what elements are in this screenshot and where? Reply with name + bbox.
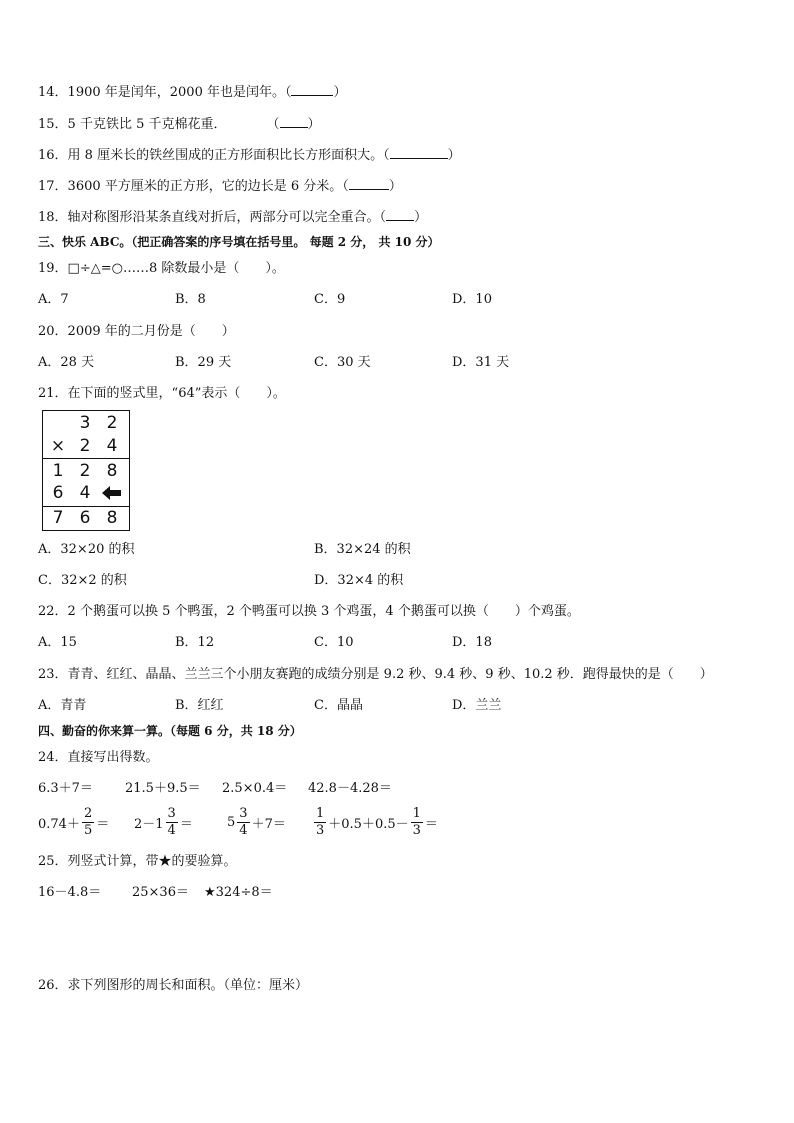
expression: 21.5＋9.5＝ bbox=[125, 781, 201, 796]
expression: 42.8－4.28＝ bbox=[308, 781, 392, 796]
fraction: $\frac{1}{3}$ bbox=[412, 806, 421, 838]
option-a[interactable]: A．15 bbox=[38, 635, 77, 650]
answer-blank[interactable] bbox=[291, 84, 333, 96]
question-text: 列竖式计算，带★的要验算。 bbox=[67, 854, 237, 869]
answer-blank[interactable] bbox=[280, 116, 308, 128]
times-sign: × bbox=[50, 436, 66, 456]
option-c[interactable]: C．10 bbox=[314, 635, 354, 650]
multiplier-row: × 2 4 bbox=[43, 435, 129, 458]
fraction-expression: 5 $\frac{3}{4}$ ＋7＝ bbox=[227, 806, 286, 838]
question-16: 16．用 8 厘米长的铁丝围成的正方形面积比长方形面积大。（ ） bbox=[38, 148, 461, 163]
option-b[interactable]: B．红红 bbox=[175, 698, 224, 713]
question-19 bbox=[38, 261, 285, 277]
question-text: 5 千克铁比 5 千克棉花重． bbox=[67, 117, 227, 132]
partial-product-row: 6 4 bbox=[43, 482, 129, 505]
question-14: 14．1900 年是闰年，2000 年也是闰年。（ ） bbox=[38, 85, 347, 100]
option-c[interactable]: C．9 bbox=[314, 292, 346, 307]
question-20 bbox=[38, 324, 235, 340]
question-number: 19． bbox=[38, 261, 68, 276]
fraction: $\frac{3}{4}$ bbox=[167, 806, 176, 838]
question-number: 23． bbox=[38, 667, 68, 682]
answer-blank[interactable] bbox=[390, 147, 448, 159]
question-number: 18． bbox=[38, 210, 68, 225]
fraction: $\frac{2}{5}$ bbox=[83, 806, 93, 838]
fraction: $\frac{3}{4}$ bbox=[239, 806, 248, 838]
question-24 bbox=[38, 750, 159, 766]
option-d[interactable]: D．32×4 的积 bbox=[314, 573, 404, 588]
option-c[interactable]: C．晶晶 bbox=[314, 698, 363, 713]
question-text: 轴对称图形沿某条直线对折后，两部分可以完全重合。（ bbox=[67, 210, 387, 225]
question-17: 17．3600 平方厘米的正方形，它的边长是 6 分米。（ ） bbox=[38, 179, 402, 194]
expression: ★324÷8＝ bbox=[204, 885, 273, 900]
expression: 6.3＋7＝ bbox=[38, 781, 93, 796]
option-a[interactable]: A．32×20 的积 bbox=[38, 542, 135, 557]
question-number: 20． bbox=[38, 324, 68, 339]
option-b[interactable]: B．12 bbox=[175, 635, 215, 650]
question-number: 22． bbox=[38, 604, 68, 619]
question-25 bbox=[38, 854, 237, 870]
question-26 bbox=[38, 978, 308, 994]
option-d[interactable]: D．兰兰 bbox=[452, 698, 502, 713]
question-number: 21． bbox=[38, 386, 68, 401]
option-a[interactable]: A．青青 bbox=[38, 698, 87, 713]
answer-blank[interactable] bbox=[386, 209, 414, 221]
fraction: $\frac{1}{3}$ bbox=[316, 806, 325, 838]
option-d[interactable]: D．31 天 bbox=[452, 355, 510, 370]
option-b[interactable]: B．32×24 的积 bbox=[314, 542, 411, 557]
question-text: 用 8 厘米长的铁丝围成的正方形面积比长方形面积大。（ bbox=[67, 148, 390, 163]
question-text: 青青、红红、晶晶、兰兰三个小朋友赛跑的成绩分别是 9.2 秒、9.4 秒、9 秒、10.2 秒．跑得最快的是（ ） bbox=[67, 667, 713, 682]
option-b[interactable]: B．29 天 bbox=[175, 355, 232, 370]
question-text: 2 个鹅蛋可以换 5 个鸭蛋，2 个鸭蛋可以换 3 个鸡蛋，4 个鹅蛋可以换（ ）个鸡蛋。 bbox=[67, 604, 580, 619]
answer-blank[interactable] bbox=[349, 178, 389, 190]
question-number: 26． bbox=[38, 978, 68, 993]
question-23 bbox=[38, 667, 713, 683]
section-3-heading: 三、快乐 ABC。（把正确答案的序号填在括号里。 每题 2 分， 共 10 分） bbox=[38, 235, 440, 249]
section-4-heading: 四、勤奋的你来算一算。（每题 6 分，共 18 分） bbox=[38, 724, 302, 738]
question-number: 25． bbox=[38, 854, 68, 869]
question-text: 求下列图形的周长和面积。（单位：厘米） bbox=[67, 978, 309, 993]
divider-line bbox=[43, 458, 129, 459]
expression: 2.5×0.4＝ bbox=[222, 781, 288, 796]
option-a[interactable]: A．28 天 bbox=[38, 355, 95, 370]
fraction-expression: 0.74＋ $\frac{2}{5}$ ＝ bbox=[38, 806, 110, 838]
question-21 bbox=[38, 386, 286, 402]
vertical-multiplication bbox=[42, 410, 130, 531]
expression: 16－4.8＝ bbox=[38, 885, 102, 900]
arrow-left-icon bbox=[99, 482, 125, 505]
option-d[interactable]: D．18 bbox=[452, 635, 492, 650]
option-b[interactable]: B．8 bbox=[175, 292, 206, 307]
question-number: 16． bbox=[38, 148, 68, 163]
question-text: 在下面的竖式里，“64”表示（ ）。 bbox=[67, 386, 286, 401]
question-number: 17． bbox=[38, 179, 68, 194]
option-c[interactable]: C．30 天 bbox=[314, 355, 371, 370]
question-18: 18．轴对称图形沿某条直线对折后，两部分可以完全重合。（ ） bbox=[38, 210, 428, 225]
option-c[interactable]: C．32×2 的积 bbox=[38, 573, 127, 588]
partial-product-row: 1 2 8 bbox=[52, 461, 118, 481]
question-number: 24． bbox=[38, 750, 68, 765]
expression: 25×36＝ bbox=[132, 885, 189, 900]
question-22 bbox=[38, 604, 580, 620]
question-15: 15．5 千克铁比 5 千克棉花重． （ ） bbox=[38, 117, 321, 132]
product-row: 7 6 8 bbox=[52, 508, 118, 528]
fraction-expression: 2－1 $\frac{3}{4}$ ＝ bbox=[134, 806, 193, 838]
multiplicand-row: 3 2 bbox=[79, 413, 118, 433]
question-number: 14． bbox=[38, 85, 68, 100]
question-text: 直接写出得数。 bbox=[67, 750, 159, 765]
option-d[interactable]: D．10 bbox=[452, 292, 492, 307]
question-text: □÷△=○……8 除数最小是（ ）。 bbox=[67, 261, 285, 276]
question-text: 1900 年是闰年，2000 年也是闰年。（ bbox=[67, 85, 292, 100]
question-number: 15． bbox=[38, 117, 68, 132]
fraction-expression: $\frac{1}{3}$ ＋0.5＋0.5－ $\frac{1}{3}$ ＝ bbox=[316, 806, 438, 838]
question-text: 3600 平方厘米的正方形，它的边长是 6 分米。（ bbox=[67, 179, 349, 194]
option-a[interactable]: A．7 bbox=[38, 292, 69, 307]
question-text: 2009 年的二月份是（ ） bbox=[67, 324, 235, 339]
